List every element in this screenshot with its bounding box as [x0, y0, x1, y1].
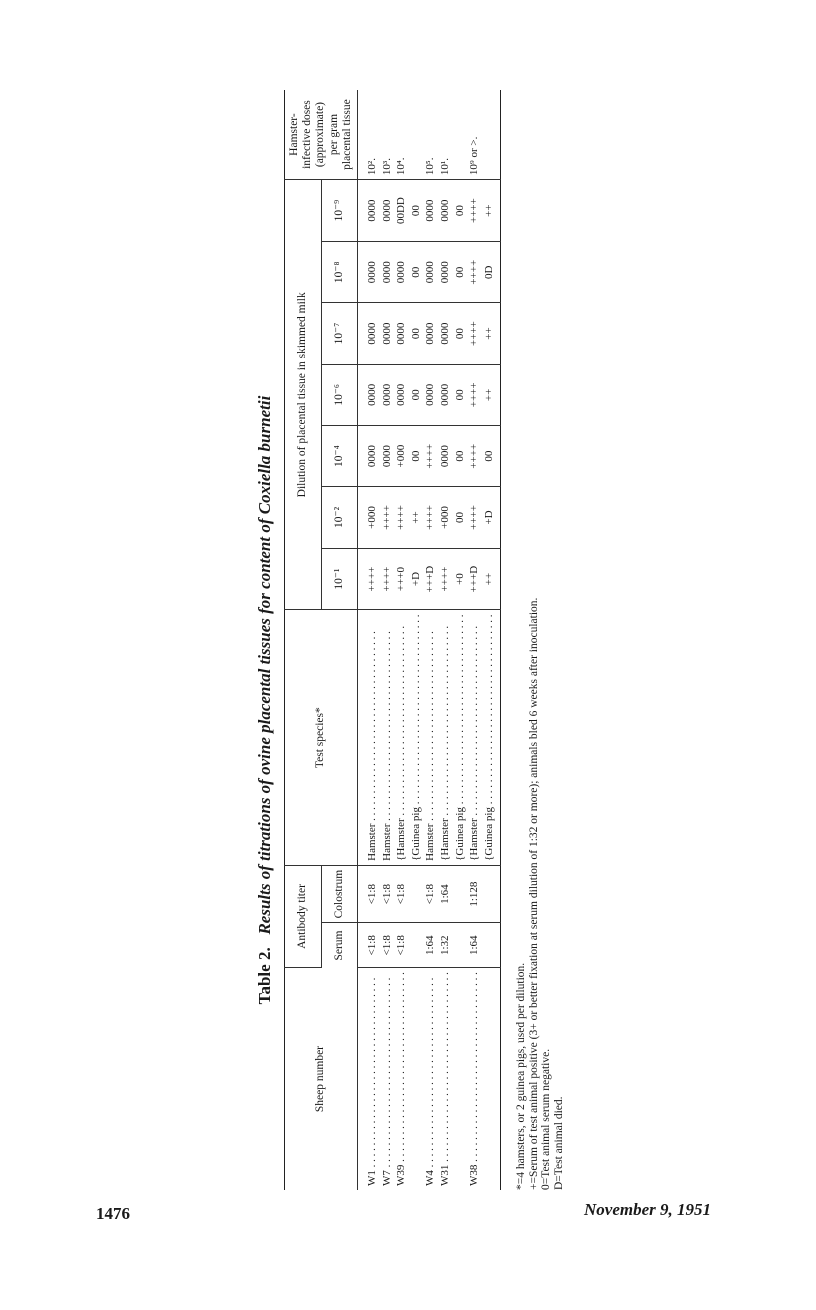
header-dilution-6: 10⁻⁶ [321, 364, 358, 425]
result-cell: ++++ [468, 382, 481, 408]
result-cell: ++++ [439, 566, 452, 592]
column-colostrum [358, 865, 501, 923]
column-sheep-number [358, 968, 501, 1190]
result-cell: 0000 [366, 261, 379, 284]
header-dilution-4: 10⁻⁴ [321, 426, 358, 487]
serum-cell: <1:8 [366, 935, 379, 956]
header-dilution: Dilution of placental tissue in skimmed milk [285, 180, 322, 610]
species-cell: {Guinea pig . . . [453, 615, 468, 861]
sheep-cell: W31 . . . [438, 972, 453, 1186]
species-cell: {Hamster . . . [438, 615, 453, 861]
doses-cell: 10³. [380, 158, 393, 176]
result-cell: ++++ [380, 566, 393, 592]
result-cell: 0000 [380, 199, 393, 222]
result-cell: +++D [424, 565, 437, 593]
result-cell: ++++ [395, 505, 408, 530]
colostrum-cell [453, 870, 468, 919]
result-cell: 00 [409, 328, 422, 340]
serum-cell [409, 927, 424, 963]
doses-cell: 10². [366, 158, 379, 176]
sheep-cell: W38 . . . [467, 972, 482, 1186]
column-dilution-8 [358, 242, 501, 303]
result-cell: ++++ [366, 566, 379, 592]
results-table [284, 90, 501, 1190]
result-cell: ++ [482, 388, 495, 402]
species-cell: {Hamster . . . [467, 615, 482, 861]
result-cell: 00 [453, 266, 466, 278]
column-dilution-2 [358, 487, 501, 548]
colostrum-cell [409, 870, 424, 919]
result-cell: 0000 [380, 322, 393, 345]
table-title: Results of titrations of ovine placental tissues for content of Coxiella burnetii [255, 395, 274, 935]
result-cell: 0000 [395, 322, 408, 345]
result-cell: +++0 [395, 566, 408, 592]
column-serum [358, 923, 501, 968]
result-cell: ++++ [380, 505, 393, 530]
colostrum-cell: <1:8 [380, 884, 393, 905]
result-cell: ++++ [468, 443, 481, 469]
colostrum-cell: <1:8 [424, 884, 437, 905]
species-cell: Hamster . . . [365, 615, 380, 861]
result-cell: ++++ [424, 443, 437, 469]
species-cell: Hamster . . . [380, 615, 395, 861]
result-cell: ++++ [468, 321, 481, 346]
result-cell: 0000 [439, 383, 452, 406]
serum-cell: 1:64 [424, 935, 437, 956]
footnote: *=4 hamsters, or 2 guinea pigs, used per dilution. [515, 962, 528, 1190]
result-cell: ++ [482, 327, 495, 340]
colostrum-cell: <1:8 [395, 884, 408, 905]
result-cell: 0000 [424, 261, 437, 284]
header-test-species: Test species* [285, 610, 358, 865]
header-dilution-7: 10⁻⁷ [321, 303, 358, 364]
result-cell: +++D [468, 565, 481, 593]
colostrum-cell: 1:128 [468, 881, 481, 907]
doses-cell [409, 94, 424, 175]
result-cell: 0000 [395, 383, 408, 406]
result-cell: 0000 [439, 445, 452, 468]
result-cell: 0000 [366, 383, 379, 406]
colostrum-cell: <1:8 [366, 884, 379, 905]
result-cell: 00 [453, 205, 466, 217]
result-cell: 00 [482, 450, 495, 462]
result-cell: 0000 [380, 261, 393, 284]
result-cell: 0D [482, 265, 495, 279]
table-label: Table 2. [255, 947, 274, 1005]
result-cell: +0 [453, 573, 466, 585]
sheep-cell [482, 972, 497, 1186]
result-cell: 00 [409, 389, 422, 401]
header-antibody-titer: Antibody titer [285, 865, 322, 967]
footnote: D=Test animal died. [552, 1096, 565, 1190]
result-cell: ++++ [468, 505, 481, 530]
header-colostrum: Colostrum [321, 865, 358, 923]
header-sheep-number: Sheep number [285, 968, 358, 1190]
result-cell: 0000 [366, 199, 379, 222]
column-infective-doses [358, 90, 501, 180]
doses-cell [482, 94, 497, 175]
result-cell: 00 [453, 450, 466, 462]
sheep-cell: W1 . . . [365, 972, 380, 1186]
doses-cell: 10⁵. [424, 157, 437, 176]
doses-cell [453, 94, 468, 175]
sheep-cell: W39 . . . [394, 972, 409, 1186]
header-dilution-2: 10⁻² [321, 487, 358, 548]
sheep-cell: W4 . . . [423, 972, 438, 1186]
header-dilution-1: 10⁻¹ [321, 548, 358, 610]
doses-cell: 10⁹ or >. [468, 136, 481, 176]
header-dilution-8: 10⁻⁸ [321, 242, 358, 303]
species-cell: {Guinea pig . . . [482, 615, 497, 861]
result-cell: +000 [439, 506, 452, 529]
species-cell: {Hamster . . . [394, 615, 409, 861]
serum-cell: 1:64 [468, 935, 481, 956]
result-cell: 00 [409, 205, 422, 217]
column-dilution-6 [358, 364, 501, 425]
result-cell: +000 [395, 444, 408, 468]
sheep-cell: W7 . . . [380, 972, 395, 1186]
result-cell: +000 [366, 506, 379, 529]
serum-cell: 1:32 [439, 935, 452, 956]
header-infective-doses: Hamster-infective doses (approximate) per gram placental tissue [285, 90, 358, 180]
column-dilution-9 [358, 180, 501, 242]
species-cell: Hamster . . . [423, 615, 438, 861]
sheep-cell [409, 972, 424, 1186]
result-cell: 00 [409, 450, 422, 462]
result-cell: ++ [482, 572, 495, 586]
footnote: +=Serum of test animal positive (3+ or better fixation at serum dilution of 1:32 or more); animals bled 6 weeks after inoculation. [527, 597, 540, 1190]
sheep-cell [453, 972, 468, 1186]
result-cell: ++ [482, 204, 495, 217]
header-dilution-9: 10⁻⁹ [321, 180, 358, 242]
rotated-table-block [250, 90, 565, 1190]
column-dilution-7 [358, 303, 501, 364]
doses-cell: 10¹. [439, 158, 452, 176]
result-cell: 0000 [424, 383, 437, 406]
page-number: 1476 [96, 1204, 130, 1223]
colostrum-cell: 1:64 [439, 884, 452, 904]
table-caption [250, 90, 280, 1310]
result-cell: 0000 [439, 322, 452, 345]
result-cell: ++ [409, 511, 422, 524]
result-cell: 00 [409, 266, 422, 278]
result-cell: 0000 [424, 322, 437, 345]
result-cell: 0000 [366, 445, 379, 468]
column-test-species [358, 610, 501, 865]
result-cell: 00DD [395, 197, 408, 225]
result-cell: 0000 [439, 261, 452, 284]
result-cell: 00 [453, 511, 466, 523]
result-cell: 0000 [439, 199, 452, 222]
result-cell: ++++ [424, 505, 437, 530]
result-cell: 0000 [395, 261, 408, 284]
table-body-row [358, 90, 501, 1190]
species-cell: {Guinea pig . . . [409, 615, 424, 861]
result-cell: 00 [453, 389, 466, 401]
table-footnotes [515, 90, 565, 1190]
colostrum-cell [482, 870, 497, 919]
result-cell: 0000 [380, 383, 393, 406]
result-cell: 0000 [380, 445, 393, 468]
result-cell: ++++ [468, 259, 481, 285]
result-cell: ++++ [468, 198, 481, 224]
footnote: 0=Test animal serum negative. [540, 1048, 553, 1190]
header-serum: Serum [321, 923, 358, 968]
result-cell: +D [482, 510, 495, 525]
serum-cell: <1:8 [380, 935, 393, 956]
result-cell: 0000 [424, 199, 437, 222]
serum-cell [453, 927, 468, 963]
result-cell: 0000 [366, 322, 379, 345]
result-cell: 00 [453, 328, 466, 340]
doses-cell: 10⁴. [395, 157, 408, 176]
serum-cell [482, 927, 497, 963]
issue-date: November 9, 1951 [584, 1200, 712, 1219]
column-dilution-1 [358, 548, 501, 610]
result-cell: +D [409, 571, 422, 587]
serum-cell: <1:8 [395, 935, 408, 956]
column-dilution-4 [358, 426, 501, 487]
